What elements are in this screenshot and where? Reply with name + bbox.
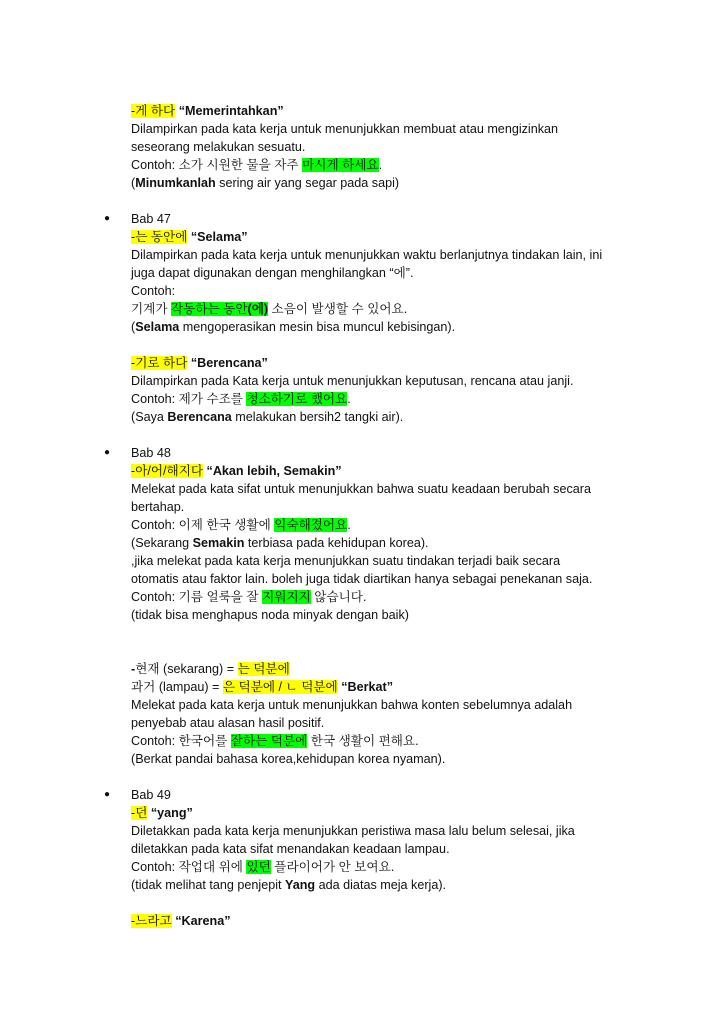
example-korean: 소가 시원한 물을 자주 [178, 158, 303, 172]
example-korean: 작업대 위에 [178, 860, 247, 874]
translation-rest: mengoperasikan mesin bisa muncul kebisingan). [179, 320, 456, 334]
example-korean: 한국어를 [178, 734, 231, 748]
example-label: Contoh: [131, 158, 179, 172]
grammar-meaning: “Berkat” [341, 680, 393, 694]
translation-line: (Berkat pandai bahasa korea,kehidupan korea nyaman). [131, 752, 446, 766]
example-highlight-bold: (에) [247, 302, 269, 316]
example-label: Contoh: [131, 518, 179, 532]
grammar-meaning: “Akan lebih, Semakin” [206, 464, 342, 478]
grammar-term: -기로 하다 [131, 356, 188, 370]
example-line [131, 390, 651, 408]
grammar-meaning: “Selama” [190, 230, 248, 244]
description-line: Dilampirkan pada kata kerja untuk menunjukkan membuat atau mengizinkan [131, 122, 559, 136]
example-end: 플라이어가 안 보여요. [270, 860, 395, 874]
example-korean: 기름 얼룩을 잘 [178, 590, 263, 604]
grammar-heading [131, 354, 651, 372]
translation-bold: Selama [135, 320, 180, 334]
example-highlight: 마시게 하세요 [302, 158, 379, 172]
example-highlight: 작동하는 동안 [171, 302, 248, 316]
example-highlight: 익숙해졌어요 [274, 518, 348, 532]
example-line [131, 516, 651, 534]
grammar-meaning: “Memerintahkan” [178, 104, 284, 118]
translation-rest: ada diatas meja kerja). [315, 878, 447, 892]
example-label: Contoh: [131, 590, 179, 604]
translation-line [131, 534, 651, 552]
example-label: Contoh: [131, 392, 179, 406]
grammar-term: -게 하다 [131, 104, 176, 118]
example-label: Contoh: [131, 860, 179, 874]
example-end: . [347, 392, 351, 406]
example-label: Contoh: [131, 284, 176, 298]
example-korean: 제가 수조를 [178, 392, 247, 406]
grammar-meaning: “yang” [150, 806, 193, 820]
translation-line [131, 408, 651, 426]
example-highlight: 청소하기로 했어요 [246, 392, 348, 406]
translation-open: (Sekarang [131, 536, 193, 550]
example-highlight: 지워지지 [262, 590, 311, 604]
description-line: ,jika melekat pada kata kerja menunjukkan suatu tindakan terjadi baik secara [131, 554, 561, 568]
bab-heading [104, 786, 651, 804]
example-end: . [347, 518, 351, 532]
description-line: penyebab atau alasan hasil positif. [131, 716, 325, 730]
translation-open: ( [131, 176, 136, 190]
example-end: . [378, 158, 383, 172]
grammar-heading [131, 804, 651, 822]
grammar-meaning: “Berencana” [190, 356, 268, 370]
example-line [131, 156, 651, 174]
form-label: 현재 (sekarang) = [135, 662, 238, 676]
form-label: 과거 (lampau) = [131, 680, 223, 694]
translation-rest: sering air yang segar pada sapi) [215, 176, 400, 190]
example-line [131, 300, 651, 318]
example-end: 소음이 발생할 수 있어요. [268, 302, 408, 316]
translation-line: (tidak bisa menghapus noda minyak dengan baik) [131, 608, 409, 622]
translation-open: ( [131, 320, 136, 334]
description-line: seseorang melakukan sesuatu. [131, 140, 306, 154]
translation-bold: Semakin [192, 536, 245, 550]
translation-rest: melakukan bersih2 tangki air). [231, 410, 404, 424]
document-content [104, 102, 651, 930]
grammar-term: -는 동안에 [131, 230, 188, 244]
grammar-heading [131, 228, 651, 246]
description-line: Dilampirkan pada Kata kerja untuk menunjukkan keputusan, rencana atau janji. [131, 374, 574, 388]
bullet-icon: ● [104, 213, 111, 224]
example-label: Contoh: [131, 734, 179, 748]
example-end: 한국 생활이 편해요. [307, 734, 419, 748]
description-line: bertahap. [131, 500, 185, 514]
example-korean: 기계가 [131, 302, 171, 316]
bullet-icon: ● [104, 447, 111, 458]
grammar-heading [131, 678, 651, 696]
translation-bold: Yang [285, 878, 316, 892]
description-line: Melekat pada kata kerja untuk menunjukkan bahwa konten sebelumnya adalah [131, 698, 573, 712]
example-highlight: 잘하는 덕분에 [230, 734, 308, 748]
bab-label: Bab 47 [131, 212, 171, 226]
bab-label: Bab 48 [131, 446, 171, 460]
description-line: juga dapat digunakan dengan menghilangkan “에”. [131, 266, 414, 280]
dash: - [131, 662, 136, 676]
translation-open: (Saya [131, 410, 168, 424]
translation-bold: Minumkanlah [135, 176, 216, 190]
translation-line [131, 876, 651, 894]
example-line [131, 588, 651, 606]
grammar-term: 는 덕분에 [237, 662, 290, 676]
example-end: 않습니다. [310, 590, 367, 604]
bab-heading [104, 210, 651, 228]
bullet-icon: ● [104, 789, 111, 800]
description-line: diletakkan pada kata sifat menandakan keadaan lampau. [131, 842, 450, 856]
grammar-term: 은 덕분에 / ㄴ 덕분에 [222, 680, 338, 694]
description-line: Melekat pada kata sifat untuk menunjukkan bahwa suatu keadaan berubah secara [131, 482, 591, 496]
example-line [131, 732, 651, 750]
grammar-term: -아/어/해지다 [131, 464, 204, 478]
translation-line [131, 318, 651, 336]
translation-bold: Berencana [167, 410, 232, 424]
example-korean: 이제 한국 생활에 [178, 518, 275, 532]
grammar-heading [131, 912, 651, 930]
description-line: Diletakkan pada kata kerja menunjukkan peristiwa masa lalu belum selesai, jika [131, 824, 575, 838]
description-line: otomatis atau faktor lain. boleh juga tidak diartikan hanya sebagai penekanan saja. [131, 572, 593, 586]
translation-rest: terbiasa pada kehidupan korea). [244, 536, 429, 550]
translation-line [131, 174, 651, 192]
example-highlight: 있던 [246, 860, 271, 874]
grammar-heading [131, 102, 651, 120]
bab-label: Bab 49 [131, 788, 171, 802]
translation-open: (tidak melihat tang penjepit [131, 878, 286, 892]
bab-heading [104, 444, 651, 462]
grammar-term: -던 [131, 806, 148, 820]
description-line: Dilampirkan pada kata kerja untuk menunjukkan waktu berlanjutnya tindakan lain, ini [131, 248, 603, 262]
example-line [131, 858, 651, 876]
grammar-term: -느라고 [131, 914, 172, 928]
grammar-meaning: “Karena” [175, 914, 231, 928]
grammar-heading [131, 462, 651, 480]
grammar-form-line [131, 660, 651, 678]
